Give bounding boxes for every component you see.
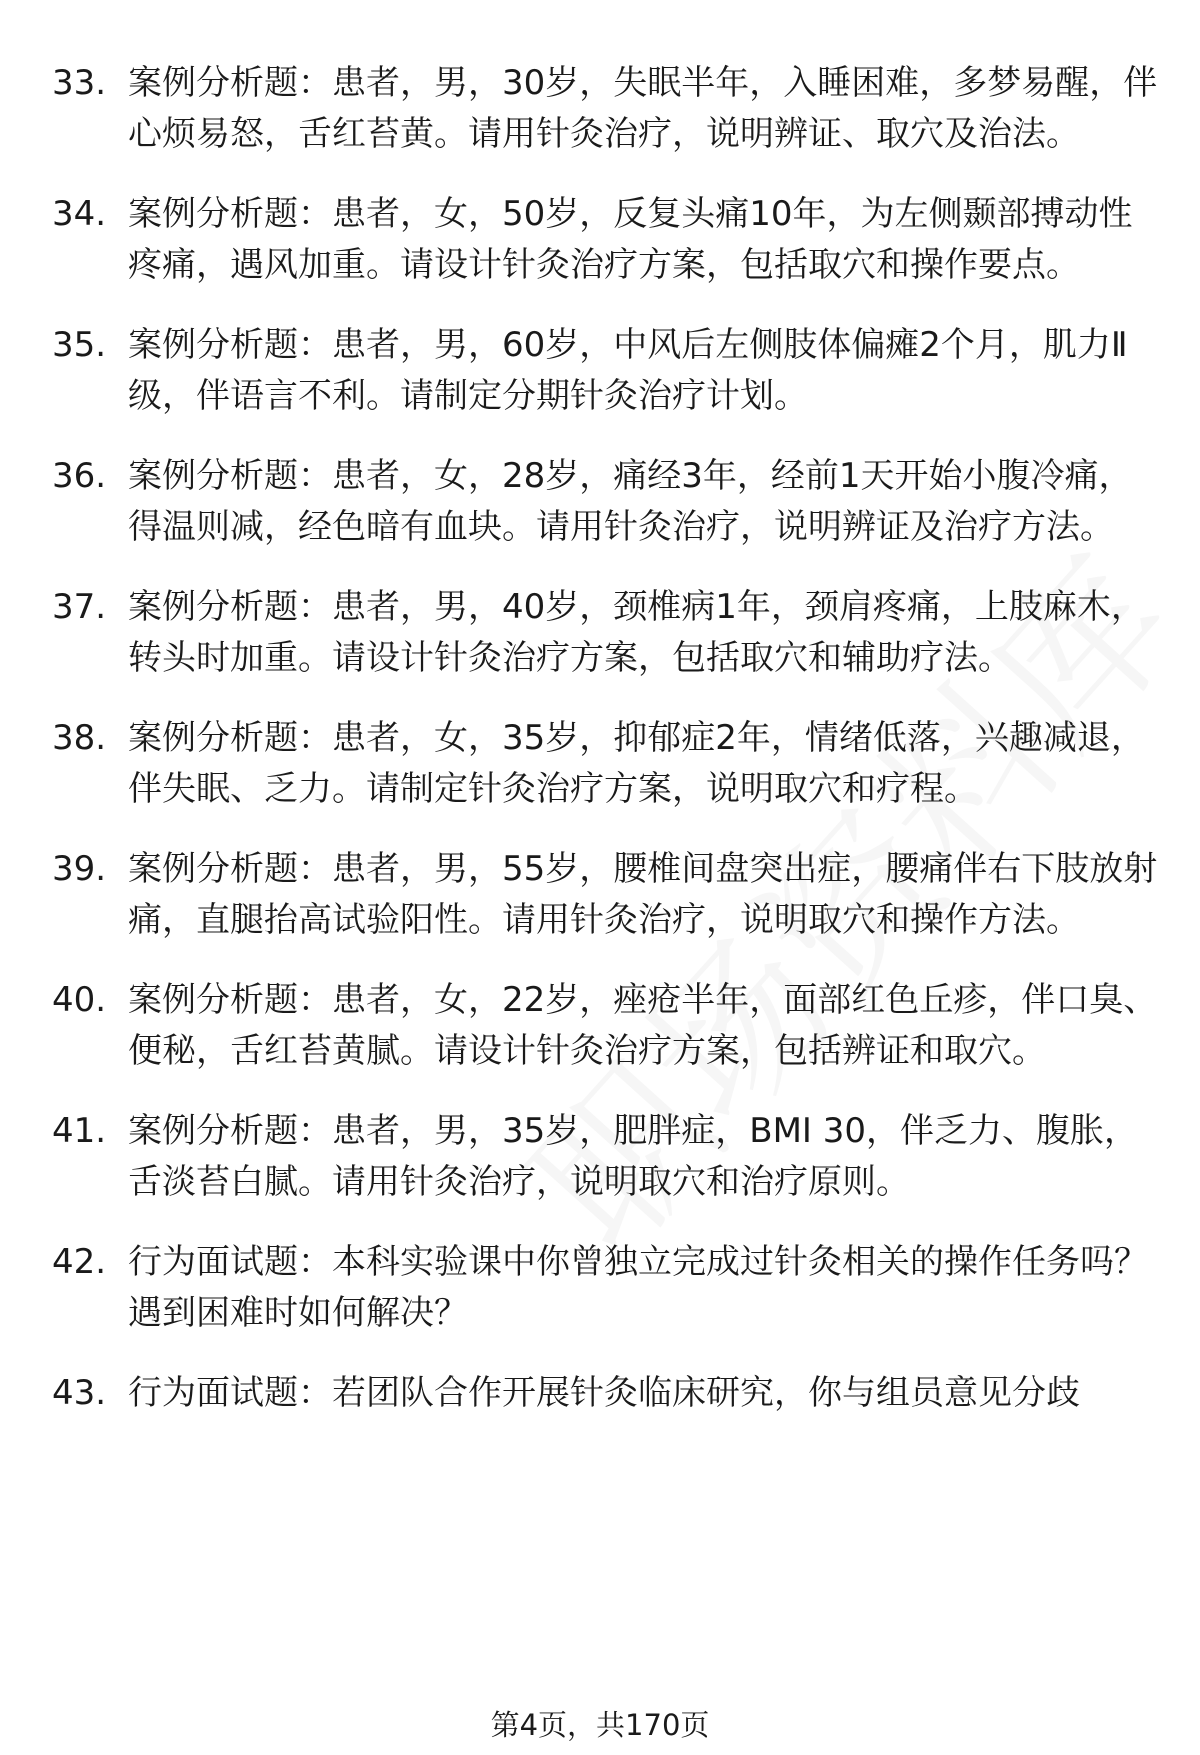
question-text: 行为面试题：本科实验课中你曾独立完成过针灸相关的操作任务吗？遇到困难时如何解决？ <box>128 1242 1148 1333</box>
page-number-footer: 第4页，共170页 <box>490 1708 710 1742</box>
question-text: 案例分析题：患者，男，55岁，腰椎间盘突出症，腰痛伴右下肢放射痛，直腿抬高试验阳性。请用针灸治疗，说明取穴和操作方法。 <box>128 849 1158 940</box>
question-number: 35. <box>52 325 107 365</box>
question-number: 42. <box>52 1242 107 1282</box>
question-item <box>52 975 1162 1077</box>
question-item <box>52 451 1162 553</box>
question-number: 43. <box>52 1373 107 1413</box>
question-number: 41. <box>52 1111 107 1151</box>
question-number: 40. <box>52 980 107 1020</box>
question-text: 案例分析题：患者，男，35岁，肥胖症，BMI 30，伴乏力、腹胀，舌淡苔白腻。请用针灸治疗，说明取穴和治疗原则。 <box>128 1111 1139 1202</box>
question-text: 案例分析题：患者，女，22岁，痤疮半年，面部红色丘疹，伴口臭、便秘，舌红苔黄腻。请设计针灸治疗方案，包括辨证和取穴。 <box>128 980 1158 1071</box>
question-item <box>52 582 1162 684</box>
question-item <box>52 713 1162 815</box>
question-item <box>52 189 1162 291</box>
question-number: 36. <box>52 456 107 496</box>
question-text: 行为面试题：若团队合作开展针灸临床研究，你与组员意见分歧 <box>128 1373 1080 1413</box>
question-text: 案例分析题：患者，男，60岁，中风后左侧肢体偏瘫2个月，肌力Ⅱ级，伴语言不利。请制定分期针灸治疗计划。 <box>128 325 1128 416</box>
question-text: 案例分析题：患者，男，40岁，颈椎病1年，颈肩疼痛，上肢麻木，转头时加重。请设计针灸治疗方案，包括取穴和辅助疗法。 <box>128 587 1145 678</box>
question-number: 37. <box>52 587 107 627</box>
question-item <box>52 1106 1162 1208</box>
question-number: 39. <box>52 849 107 889</box>
question-item <box>52 320 1162 422</box>
question-item <box>52 1368 1162 1419</box>
question-number: 34. <box>52 194 107 234</box>
question-text: 案例分析题：患者，男，30岁，失眠半年，入睡困难，多梦易醒，伴心烦易怒，舌红苔黄。请用针灸治疗，说明辨证、取穴及治法。 <box>128 63 1158 154</box>
question-text: 案例分析题：患者，女，35岁，抑郁症2年，情绪低落，兴趣减退，伴失眠、乏力。请制定针灸治疗方案，说明取穴和疗程。 <box>128 718 1145 809</box>
question-text: 案例分析题：患者，女，50岁，反复头痛10年，为左侧颞部搏动性疼痛，遇风加重。请设计针灸治疗方案，包括取穴和操作要点。 <box>128 194 1133 285</box>
question-text: 案例分析题：患者，女，28岁，痛经3年，经前1天开始小腹冷痛，得温则减，经色暗有血块。请用针灸治疗，说明辨证及治疗方法。 <box>128 456 1133 547</box>
question-item <box>52 58 1162 160</box>
question-number: 33. <box>52 63 107 103</box>
question-list <box>52 58 1162 1448</box>
question-item <box>52 1237 1162 1339</box>
question-item <box>52 844 1162 946</box>
question-number: 38. <box>52 718 107 758</box>
